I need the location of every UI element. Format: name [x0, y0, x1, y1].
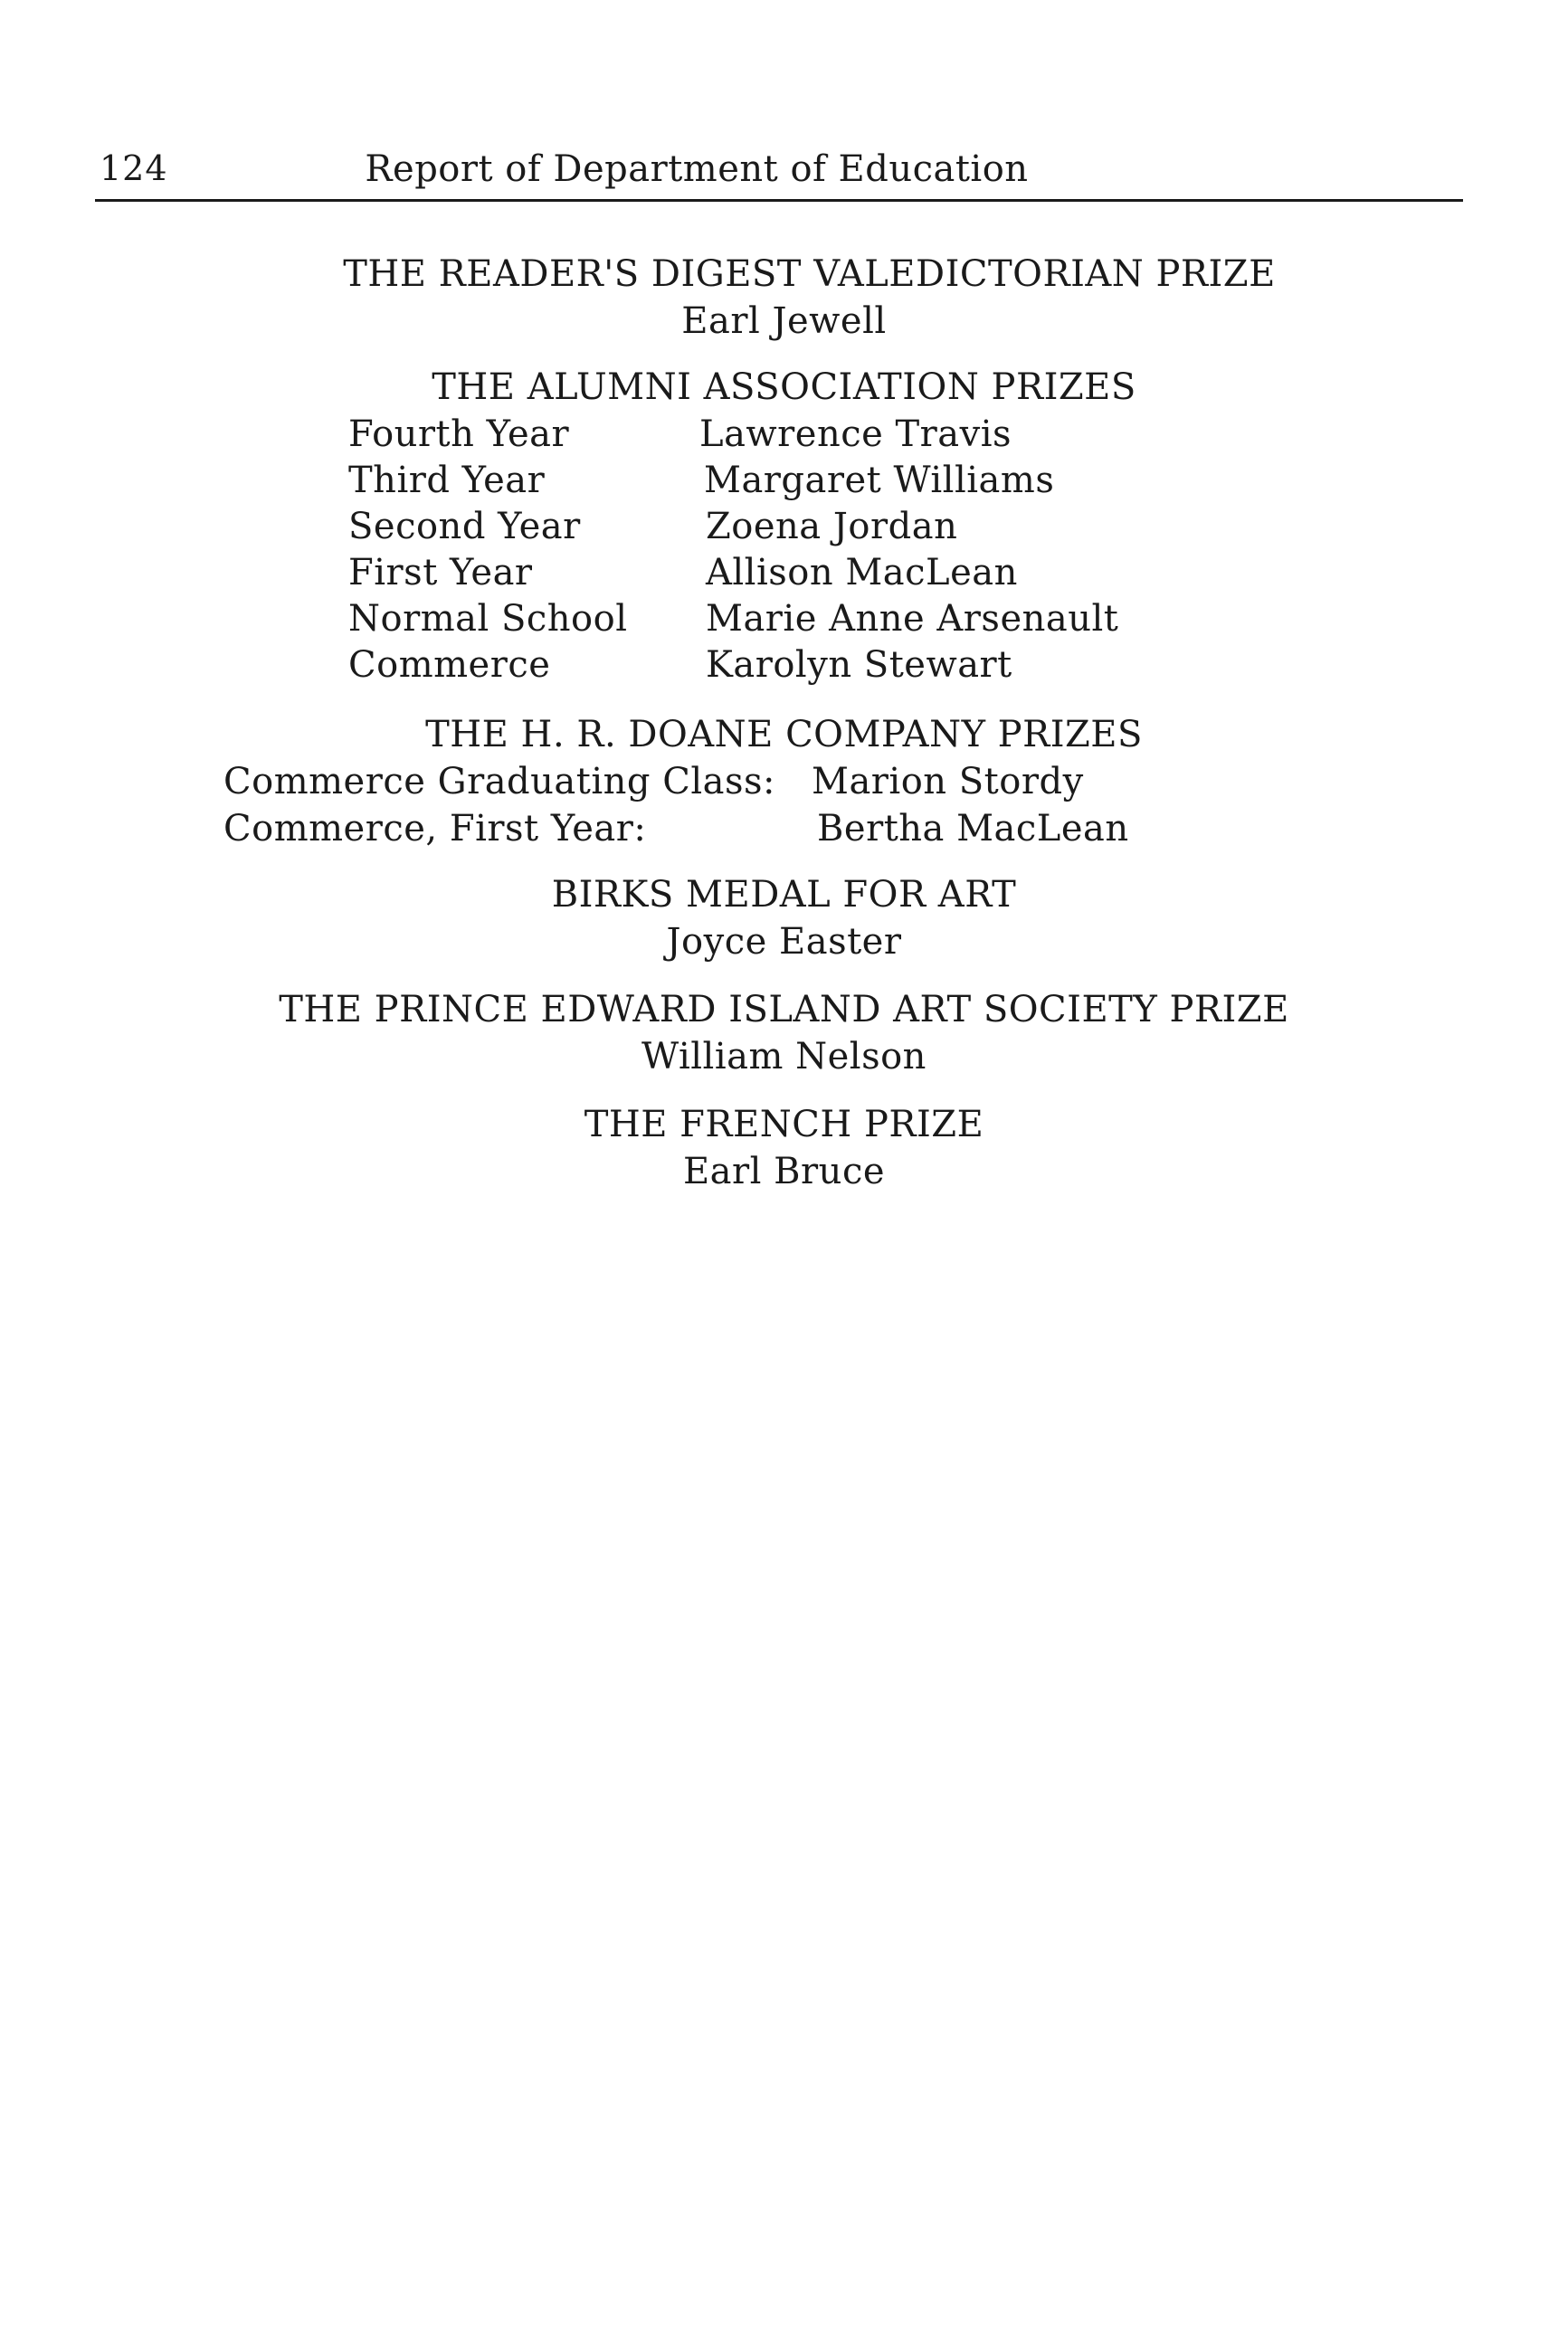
alumni-category: Commerce: [348, 644, 551, 686]
alumni-category: Fourth Year: [348, 413, 570, 455]
alumni-winner: Zoena Jordan: [706, 506, 958, 547]
winner-pei-art: William Nelson: [641, 1036, 927, 1078]
section-title-french: THE FRENCH PRIZE: [584, 1104, 984, 1145]
section-title-birks: BIRKS MEDAL FOR ART: [551, 874, 1017, 916]
doane-winner: Bertha MacLean: [817, 808, 1129, 850]
alumni-category: First Year: [348, 552, 533, 593]
section-title-alumni: THE ALUMNI ASSOCIATION PRIZES: [432, 366, 1136, 408]
alumni-category: Normal School: [348, 598, 628, 640]
section-title-readers-digest: THE READER'S DIGEST VALEDICTORIAN PRIZE: [343, 253, 1276, 295]
section-title-pei-art: THE PRINCE EDWARD ISLAND ART SOCIETY PRIZE: [279, 989, 1289, 1030]
winner-readers-digest: Earl Jewell: [681, 300, 887, 342]
winner-birks: Joyce Easter: [666, 921, 902, 963]
alumni-winner: Margaret Williams: [704, 460, 1055, 501]
doane-winner: Marion Stordy: [812, 761, 1084, 802]
running-head: Report of Department of Education: [365, 148, 1029, 190]
doane-category: Commerce Graduating Class:: [223, 761, 775, 802]
alumni-winner: Lawrence Travis: [699, 413, 1012, 455]
doane-category: Commerce, First Year:: [223, 808, 647, 850]
alumni-category: Second Year: [348, 506, 581, 547]
alumni-winner: Marie Anne Arsenault: [706, 598, 1119, 640]
page-header: [95, 143, 1463, 202]
winner-french: Earl Bruce: [682, 1151, 886, 1192]
alumni-winner: Allison MacLean: [706, 552, 1018, 593]
alumni-winner: Karolyn Stewart: [706, 644, 1012, 686]
alumni-category: Third Year: [348, 460, 546, 501]
page-number: 124: [100, 148, 168, 188]
section-title-doane: THE H. R. DOANE COMPANY PRIZES: [425, 714, 1143, 755]
